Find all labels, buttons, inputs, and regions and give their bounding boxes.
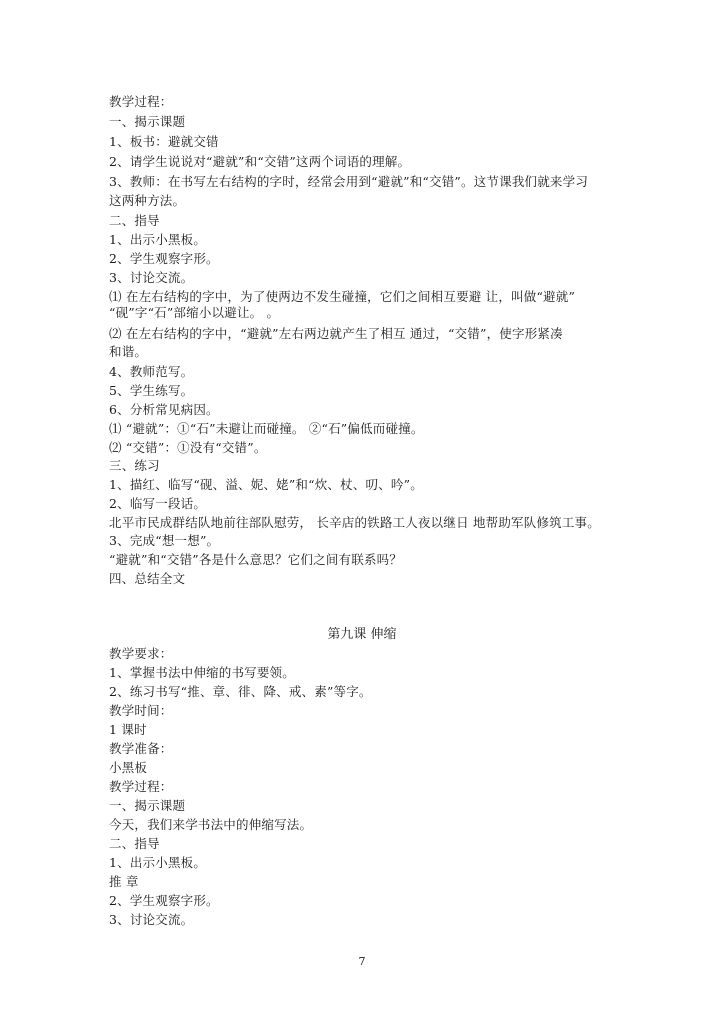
text-line: 3、完成“想一想”。 xyxy=(109,533,220,548)
text-line: 教学过程： xyxy=(109,94,173,109)
text-line: 3、讨论交流。 xyxy=(109,912,194,927)
text-line: 1、板书：避就交错 xyxy=(109,134,219,149)
text-line: ⑵ “交错”：①没有“交错”。 xyxy=(109,440,267,455)
text-line: 四、总结全文 xyxy=(109,571,186,586)
text-line: 推 章 xyxy=(109,874,139,889)
text-line: 2、学生观察字形。 xyxy=(109,251,219,266)
text-line: 一、揭示课题 xyxy=(109,798,186,813)
text-line: 教学过程： xyxy=(109,779,173,794)
text-line: ⑴ “避就”：①“石”未避让而碰撞。 ②“石”偏低而碰撞。 xyxy=(109,421,424,436)
text-line: 三、练习 xyxy=(109,458,160,473)
text-line: 教学要求： xyxy=(109,646,173,661)
text-line: 1、出示小黑板。 xyxy=(109,855,207,870)
text-line: 和谐。 xyxy=(109,344,148,359)
text-line: “避就”和“交错”各是什么意思？它们之间有联系吗？ xyxy=(109,552,403,567)
text-line: 1 课时 xyxy=(109,722,147,737)
text-line: 1、描红、临写“砚、溢、妮、姥”和“炊、杖、叨、吟”。 xyxy=(109,477,423,492)
text-line: 小黑板 xyxy=(109,760,148,775)
text-line: 2、学生观察字形。 xyxy=(109,893,219,908)
text-line: 这两种方法。 xyxy=(109,193,186,208)
text-line: 2、练习书写“推、章、徘、降、戒、素”等字。 xyxy=(109,684,372,699)
text-line: 教学时间： xyxy=(109,703,173,718)
text-line: 1、掌握书法中伸缩的书写要领。 xyxy=(109,665,295,680)
text-line: ⑵ 在左右结构的字中，“避就”左右两边就产生了相互 通过，“交错”，使字形紧凑 xyxy=(109,326,563,341)
text-line: 北平市民成群结队地前往部队慰劳， 长辛店的铁路工人夜以继日 地帮助军队修筑工事。 xyxy=(109,515,600,530)
text-line: ⑴ 在左右结构的字中，为了使两边不发生碰撞，它们之间相互要避 让，叫做“避就” xyxy=(109,289,576,304)
text-line: 今天，我们来学书法中的伸缩写法。 xyxy=(109,817,313,832)
text-line: 3、讨论交流。 xyxy=(109,270,194,285)
text-line: 教学准备： xyxy=(109,741,173,756)
text-line: 3、教师：在书写左右结构的字时，经常会用到“避就”和“交错”。这节课我们就来学习 xyxy=(109,174,589,189)
text-line: “砚”字“石”部缩小以避让。 。 xyxy=(109,305,280,320)
text-line: 一、揭示课题 xyxy=(109,114,186,129)
text-line: 5、学生练写。 xyxy=(109,383,194,398)
text-line: 二、指导 xyxy=(109,836,160,851)
text-line: 2、请学生说说对“避就”和“交错”这两个词语的理解。 xyxy=(109,154,411,169)
text-line: 二、指导 xyxy=(109,213,160,228)
text-line: 6、分析常见病因。 xyxy=(109,402,219,417)
text-line: 4、教师范写。 xyxy=(109,364,194,379)
text-line: 2、临写一段话。 xyxy=(109,496,207,511)
text-line: 1、出示小黑板。 xyxy=(109,232,207,247)
page-number: 7 xyxy=(358,955,366,968)
lesson-title: 第九课 伸缩 xyxy=(327,627,397,642)
